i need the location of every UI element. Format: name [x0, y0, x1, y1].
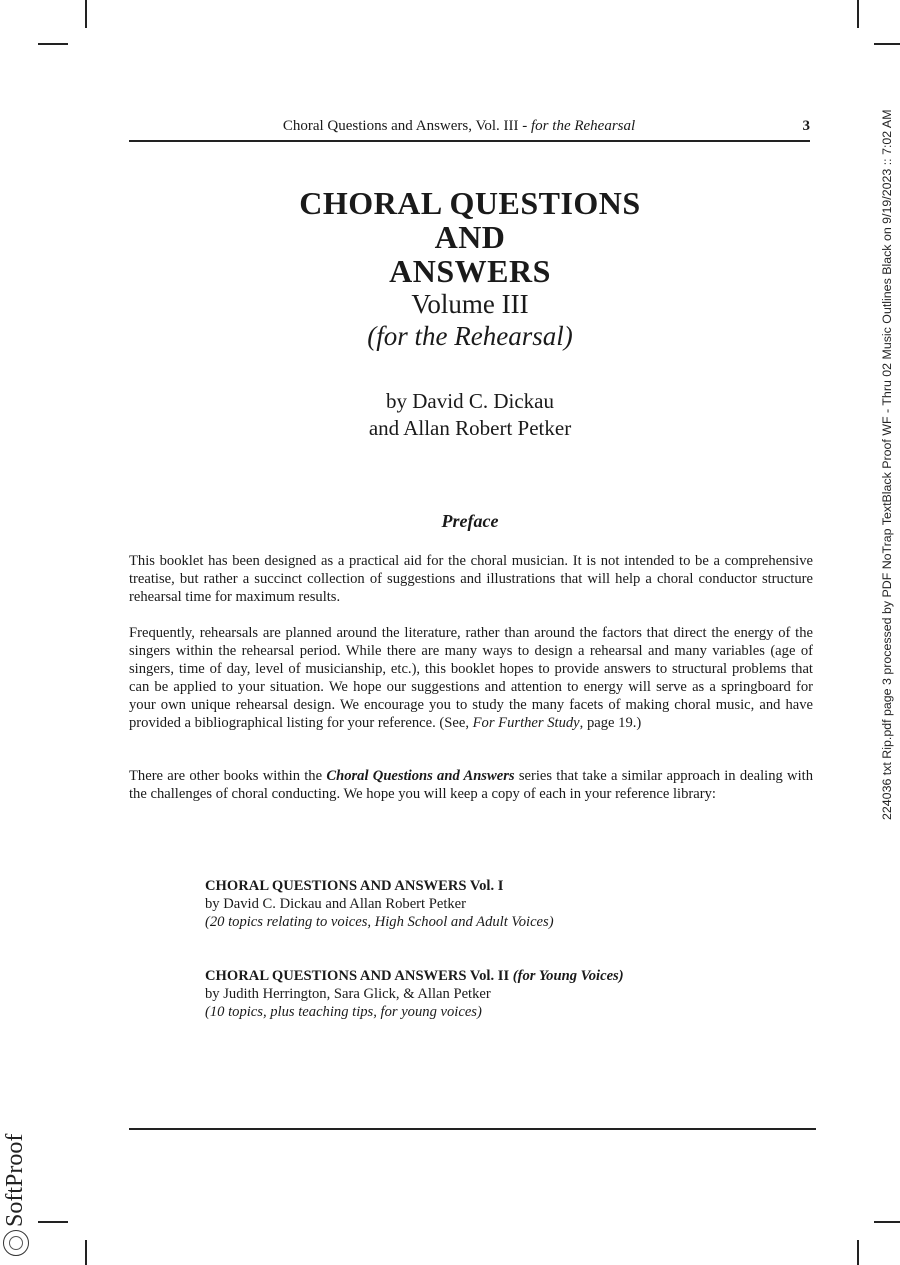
softproof-text: SoftProof — [2, 1133, 28, 1227]
softproof-seal-icon — [3, 1230, 29, 1256]
authors-line-2: and Allan Robert Petker — [368, 416, 572, 440]
crop-mark — [85, 1240, 87, 1265]
crop-mark — [38, 1221, 68, 1223]
side-slug: 224036 txt Rip.pdf page 3 processed by PDF NoTrap TextBlack Proof WF - Thru 02 Music Outlines Black on 9/19/2023 :: 7:02 AM — [880, 109, 894, 820]
crop-mark — [857, 1240, 859, 1265]
crop-mark — [38, 43, 68, 45]
crop-mark — [874, 1221, 900, 1223]
preface-heading: Preface — [441, 511, 499, 531]
preface-paragraph-3: There are other books within the Choral Questions and Answers series that take a similar approach in dealing with the challenges of choral conducting. We hope you will keep a copy of each in your reference library: — [129, 768, 813, 802]
book-title-extra-vol-2: (for Young Voices) — [512, 968, 624, 984]
book-authors-vol-1: by David C. Dickau and Allan Robert Petker — [205, 896, 467, 912]
preface-paragraph-1: This booklet has been designed as a practical aid for the choral musician. It is not intended to be a comprehensive treatise, but rather a succinct collection of suggestions and illustrations that will help a choral conductor structure rehearsal time for maximum results. — [129, 553, 813, 605]
title-subtitle: (for the Rehearsal) — [367, 321, 573, 351]
title-line-3: ANSWERS — [389, 253, 551, 289]
authors-block — [130, 388, 810, 442]
book-title-vol-1: CHORAL QUESTIONS AND ANSWERS Vol. I — [205, 878, 504, 894]
title-line-1: CHORAL QUESTIONS — [299, 185, 641, 221]
book-title — [130, 186, 810, 352]
book-authors-vol-2: by Judith Herrington, Sara Glick, & Allan Petker — [205, 986, 491, 1002]
running-head-title: Choral Questions and Answers, Vol. III - for the Rehearsal — [282, 118, 636, 134]
book-entry-vol-1 — [205, 877, 805, 931]
crop-mark — [857, 0, 859, 28]
page-number: 3 — [802, 118, 810, 134]
book-entry-vol-2 — [205, 967, 805, 1021]
title-volume: Volume III — [411, 289, 529, 319]
book-desc-vol-1: (20 topics relating to voices, High School and Adult Voices) — [205, 914, 554, 930]
book-title-vol-2: CHORAL QUESTIONS AND ANSWERS Vol. II (for Young Voices) — [205, 968, 624, 984]
running-head — [129, 116, 810, 142]
book-desc-vol-2: (10 topics, plus teaching tips, for young voices) — [205, 1004, 482, 1020]
authors-line-1: by David C. Dickau — [386, 389, 554, 413]
crop-mark — [85, 0, 87, 28]
title-line-2: AND — [434, 219, 506, 255]
series-name: Choral Questions and Answers — [326, 768, 515, 784]
further-study-ref: For Further Study — [472, 715, 580, 731]
preface-paragraph-2: Frequently, rehearsals are planned around the literature, rather than around the factors that direct the energy of the singers within the rehearsal period. While there are many ways to design a rehearsal and many variables (age of singers, time of day, level of musicianship, etc.), this booklet hopes to provide answers to structural problems that can be applied to your situation. We hope our suggestions and attention to energy will serve as a springboard for your own unique rehearsal design. We encourage you to study the many facets of making choral music, and have provided a bibliographical listing for your reference. (See, For Further Study, page 19.) — [129, 625, 813, 731]
bottom-rule — [129, 1128, 816, 1130]
running-head-title-italic: for the Rehearsal — [531, 118, 636, 134]
